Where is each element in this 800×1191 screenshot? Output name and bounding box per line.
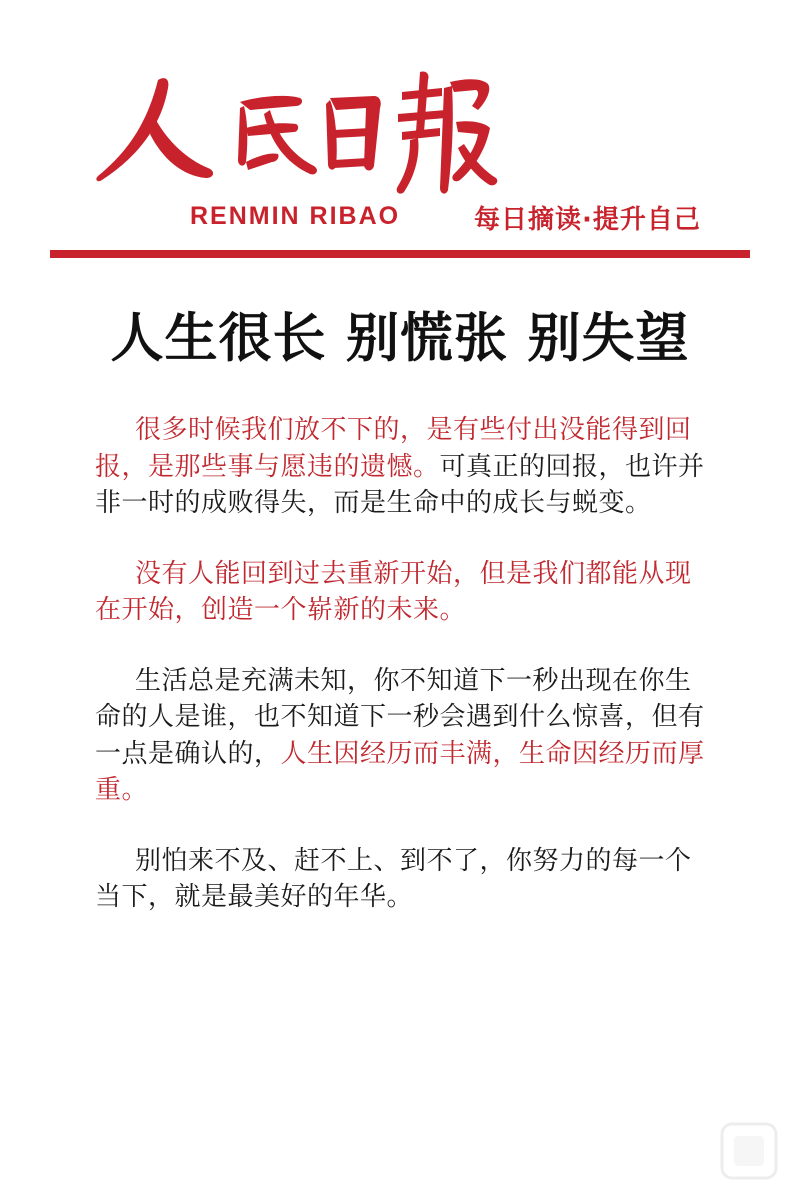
paragraph-1-text: 可真正的回报，也许并非一时的成败得失，而是生命中的成长与蜕变。	[95, 451, 705, 518]
watermark-logo	[718, 1120, 780, 1182]
article-headline: 人生很长 别慌张 别失望	[110, 308, 690, 369]
calligraphy-logo-graphic	[90, 62, 500, 202]
paragraph-3-text: 生活总是充满未知，你不知道下一秒出现在你生命的人是谁，也不知道下一秒会遇到什么惊喜，但有一点是确认的，	[95, 665, 705, 769]
paragraph-4	[95, 843, 713, 916]
masthead-calligraphy-logo	[90, 62, 500, 202]
paragraph-2-highlight: 没有人能回到过去重新开始，但是我们都能从现在开始，创造一个崭新的未来。	[95, 558, 692, 625]
paragraph-1-highlight: 很多时候我们放不下的，是有些付出没能得到回报，是那些事与愿违的遗憾。	[95, 415, 692, 482]
watermark-graphic	[718, 1120, 780, 1182]
paragraph-4-text: 别怕来不及、赶不上、到不了，你努力的每一个当下，就是最美好的年华。	[95, 845, 692, 912]
paragraph-3	[95, 663, 713, 809]
paragraph-2	[95, 556, 713, 629]
article-body	[95, 412, 713, 950]
masthead-roman-name: RENMIN RIBAO	[190, 202, 401, 230]
masthead-divider	[50, 250, 750, 258]
masthead-slogan: 每日摘读·提升自己	[474, 205, 701, 235]
paragraph-3-highlight: 人生因经历而丰满，生命因经历而厚重。	[95, 738, 705, 805]
paragraph-1	[95, 412, 713, 522]
